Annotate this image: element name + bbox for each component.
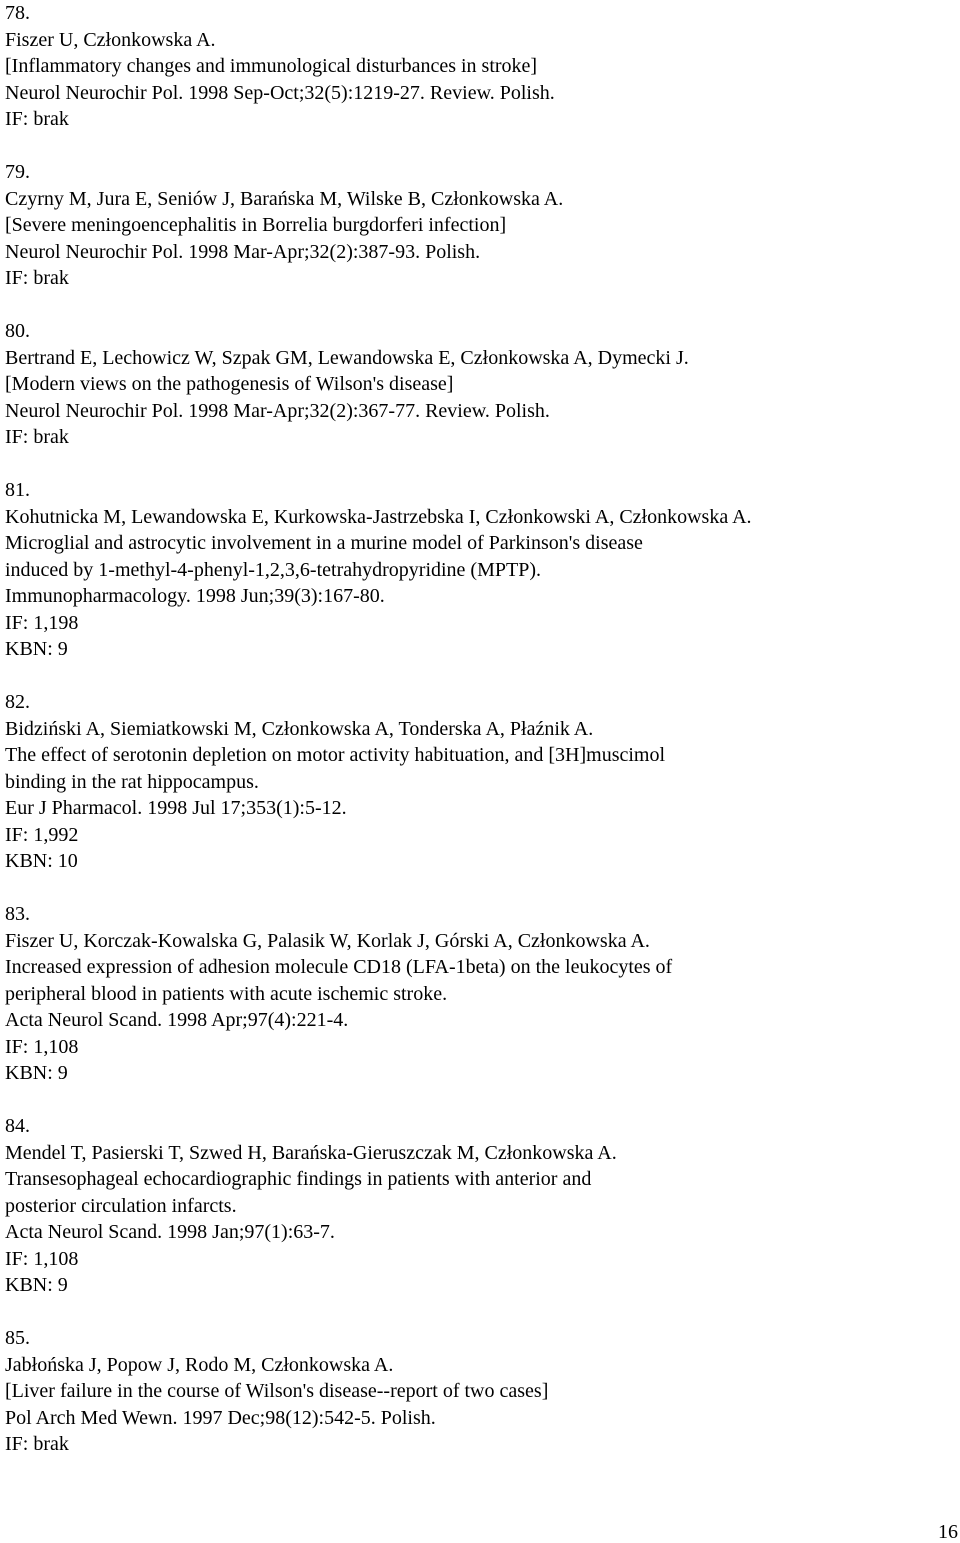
entry-impact-factor: IF: 1,108 [5,1035,79,1058]
entry-authors: Czyrny M, Jura E, Seniów J, Barańska M, Wilske B, Członkowska A. [5,187,564,210]
entry-title: [Liver failure in the course of Wilson's disease--report of two cases] [5,1380,549,1402]
entry-title: [Inflammatory changes and immunological disturbances in stroke] [5,55,538,77]
entry-kbn: KBN: 10 [5,850,78,872]
reference-entry [5,0,945,133]
entry-number: 79. [5,161,30,183]
entry-authors: Kohutnicka M, Lewandowska E, Kurkowska-Jastrzebska I, Członkowski A, Członkowska A. [5,505,752,528]
entry-citation: Neurol Neurochir Pol. 1998 Mar-Apr;32(2):367-77. Review. Polish. [5,399,550,422]
entry-number: 78. [5,2,30,24]
entry-number: 85. [5,1327,30,1349]
entry-title: Microglial and astrocytic involvement in a murine model of Parkinson's disease [5,532,643,554]
entry-authors: Bertrand E, Lechowicz W, Szpak GM, Lewandowska E, Członkowska A, Dymecki J. [5,346,689,369]
entry-title-continued: peripheral blood in patients with acute ischemic stroke. [5,982,448,1005]
entry-citation: Pol Arch Med Wewn. 1997 Dec;98(12):542-5. Polish. [5,1406,436,1429]
entry-number: 81. [5,479,30,501]
entry-number: 80. [5,320,30,342]
entry-number: 83. [5,903,30,925]
reference-entry [5,1325,945,1458]
entry-title-continued: posterior circulation infarcts. [5,1194,237,1217]
entry-authors: Jabłońska J, Popow J, Rodo M, Członkowska A. [5,1353,394,1376]
entry-citation: Neurol Neurochir Pol. 1998 Sep-Oct;32(5):1219-27. Review. Polish. [5,81,555,104]
entry-authors: Fiszer U, Członkowska A. [5,28,216,51]
reference-entry [5,689,945,875]
entry-authors: Mendel T, Pasierski T, Szwed H, Barańska-Gieruszczak M, Członkowska A. [5,1141,617,1164]
entry-impact-factor: IF: 1,108 [5,1247,79,1270]
entry-citation: Immunopharmacology. 1998 Jun;39(3):167-80. [5,585,385,607]
entry-impact-factor: IF: brak [5,426,69,448]
reference-entry [5,901,945,1087]
reference-entry [5,477,945,663]
reference-list [5,0,945,1484]
reference-entry [5,1113,945,1299]
entry-impact-factor: IF: brak [5,108,69,130]
entry-title: [Modern views on the pathogenesis of Wilson's disease] [5,373,454,395]
entry-authors: Fiszer U, Korczak-Kowalska G, Palasik W, Korlak J, Górski A, Członkowska A. [5,929,650,952]
entry-number: 84. [5,1115,30,1137]
entry-title: The effect of serotonin depletion on motor activity habituation, and [3H]muscimol [5,744,666,766]
reference-entry [5,318,945,451]
entry-impact-factor: IF: 1,992 [5,823,79,846]
entry-authors: Bidziński A, Siemiatkowski M, Członkowska A, Tonderska A, Płaźnik A. [5,717,594,740]
entry-citation: Acta Neurol Scand. 1998 Jan;97(1):63-7. [5,1221,335,1243]
reference-entry [5,159,945,292]
entry-title: Increased expression of adhesion molecule CD18 (LFA-1beta) on the leukocytes of [5,956,673,978]
entry-title-continued: binding in the rat hippocampus. [5,770,259,793]
entry-title: [Severe meningoencephalitis in Borrelia burgdorferi infection] [5,214,507,236]
entry-number: 82. [5,691,30,713]
entry-citation: Eur J Pharmacol. 1998 Jul 17;353(1):5-12. [5,797,347,819]
entry-title: Transesophageal echocardiographic findings in patients with anterior and [5,1168,592,1190]
entry-citation: Acta Neurol Scand. 1998 Apr;97(4):221-4. [5,1009,349,1031]
entry-kbn: KBN: 9 [5,638,68,660]
entry-impact-factor: IF: brak [5,1433,69,1455]
entry-kbn: KBN: 9 [5,1062,68,1084]
entry-citation: Neurol Neurochir Pol. 1998 Mar-Apr;32(2):387-93. Polish. [5,240,481,263]
entry-impact-factor: IF: 1,198 [5,611,79,634]
entry-title-continued: induced by 1-methyl-4-phenyl-1,2,3,6-tetrahydropyridine (MPTP). [5,558,541,581]
entry-impact-factor: IF: brak [5,267,69,289]
page-number: 16 [938,1521,958,1543]
entry-kbn: KBN: 9 [5,1274,68,1296]
